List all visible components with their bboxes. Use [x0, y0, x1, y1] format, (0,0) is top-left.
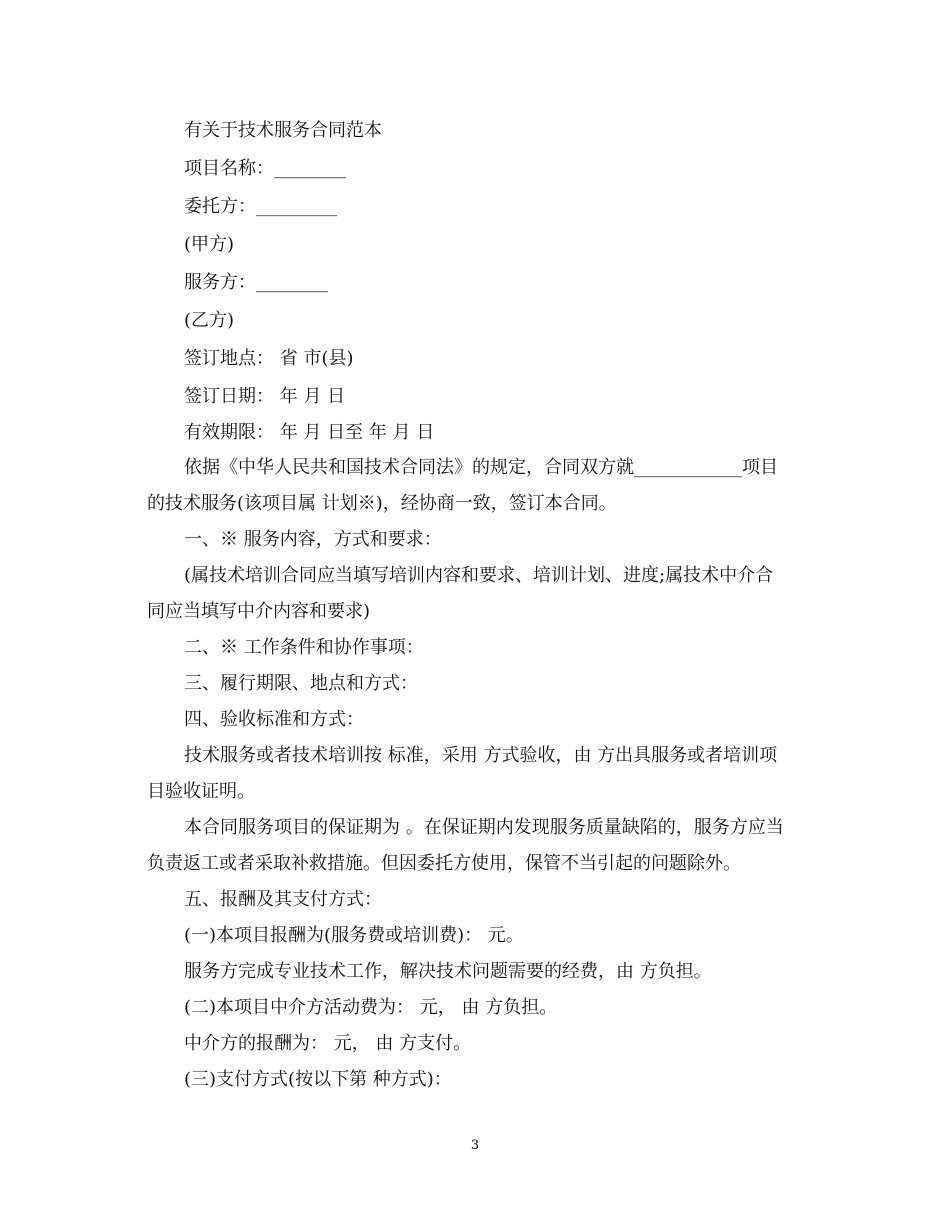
section-1-note-line-1: (属技术培训合同应当填写培训内容和要求、培训计划、进度;属技术中介合: [184, 565, 774, 586]
project-name-label: 项目名称：: [184, 158, 274, 179]
section-5-item-2-note: 中介方的报酬为： 元， 由 方支付。: [184, 1033, 472, 1054]
section-1-heading: 一、※ 服务内容，方式和要求：: [184, 529, 442, 550]
provider-line: [184, 272, 328, 294]
section-5-heading: 五、报酬及其支付方式：: [184, 889, 382, 910]
client-role: (甲方): [184, 234, 235, 255]
client-label: 委托方：: [184, 196, 256, 217]
provider-role: (乙方): [184, 310, 235, 331]
provider-label: 服务方：: [184, 272, 256, 293]
validity-period: 有效期限： 年 月 日至 年 月 日: [184, 422, 435, 443]
intro-line-2: 的技术服务(该项目属 计划※)，经协商一致，签订本合同。: [147, 493, 617, 514]
page-number: 3: [470, 1138, 480, 1153]
client-line: [184, 196, 337, 218]
section-5-item-1-note: 服务方完成专业技术工作，解决技术问题需要的经费，由 方负担。: [184, 961, 712, 982]
section-1-note-line-2: 同应当填写中介内容和要求): [147, 601, 371, 622]
intro-text-b: 项目: [742, 457, 778, 478]
document-title: 有关于技术服务合同范本: [184, 120, 382, 141]
section-4-para-2-line-1: 本合同服务项目的保证期为 。在保证期内发现服务质量缺陷的，服务方应当: [184, 817, 784, 838]
intro-text-a: 依据《中华人民共和国技术合同法》的规定，合同双方就: [184, 457, 634, 478]
section-4-para-1-line-1: 技术服务或者技术培训按 标准，采用 方式验收，由 方出具服务或者培训项: [184, 745, 778, 766]
intro-line-1: [184, 457, 778, 479]
client-blank: _________: [256, 196, 337, 217]
section-5-item-2: (二)本项目中介方活动费为： 元， 由 方负担。: [184, 997, 558, 1018]
section-4-heading: 四、验收标准和方式：: [184, 709, 364, 730]
section-4-para-1-line-2: 目验收证明。: [147, 781, 255, 802]
intro-project-blank: ____________: [634, 457, 742, 478]
signing-date: 签订日期： 年 月 日: [184, 386, 346, 407]
project-name-line: [184, 158, 346, 180]
signing-place: 签订地点： 省 市(县): [184, 348, 354, 369]
project-name-blank: ________: [274, 158, 346, 179]
section-5-item-3: (三)支付方式(按以下第 种方式)：: [184, 1069, 452, 1090]
section-3-heading: 三、履行期限、地点和方式：: [184, 673, 418, 694]
section-4-para-2-line-2: 负责返工或者采取补救措施。但因委托方使用，保管不当引起的问题除外。: [147, 853, 741, 874]
provider-blank: ________: [256, 272, 328, 293]
section-2-heading: 二、※ 工作条件和协作事项：: [184, 637, 424, 658]
section-5-item-1: (一)本项目报酬为(服务费或培训费)： 元。: [184, 925, 524, 946]
